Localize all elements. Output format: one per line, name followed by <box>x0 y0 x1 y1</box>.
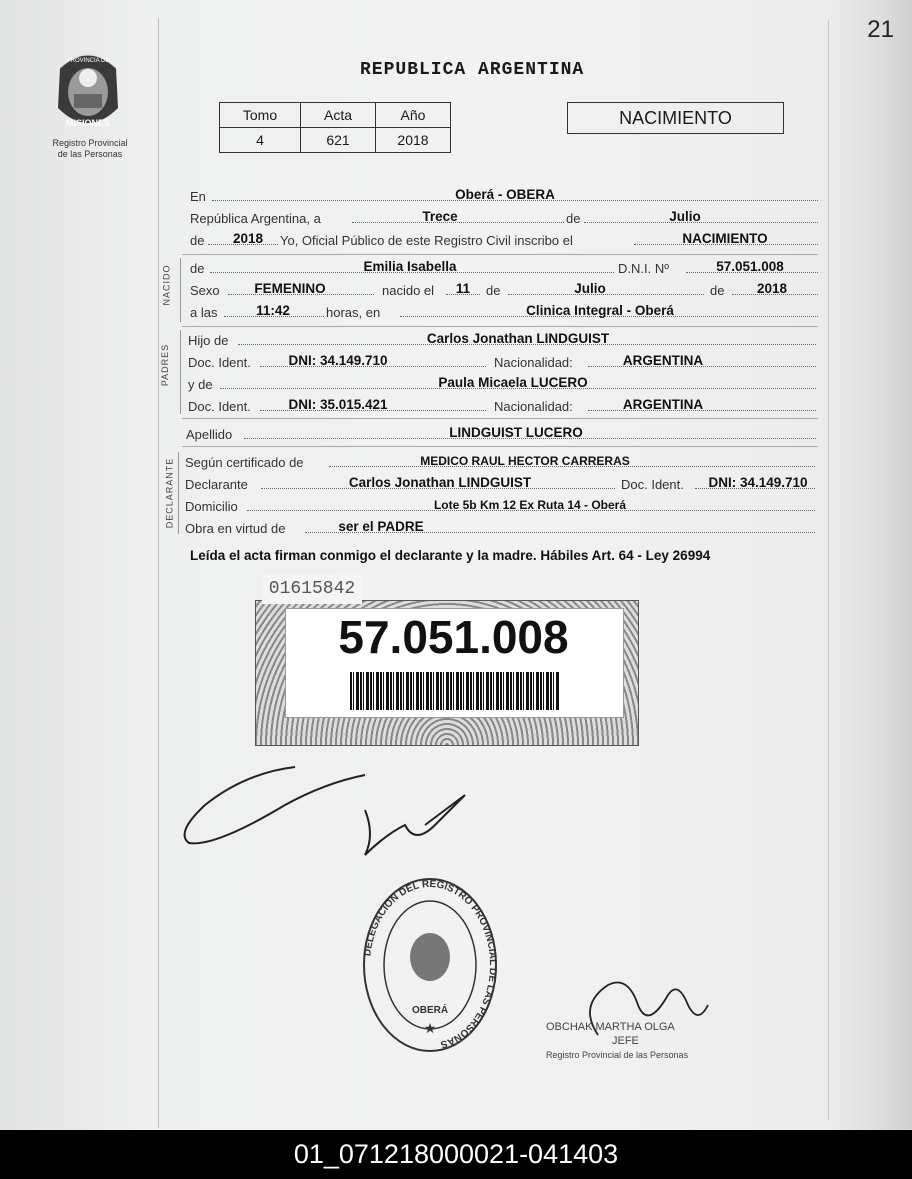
apellido-label: Apellido <box>186 427 233 442</box>
child-name-value: Emilia Isabella <box>363 259 457 274</box>
birth-place-value: Clinica Integral - Oberá <box>526 303 674 318</box>
record-word-value: NACIMIENTO <box>682 231 768 246</box>
section-separator <box>182 418 818 419</box>
day-value: Trece <box>422 209 458 224</box>
sexo-label: Sexo <box>190 283 220 298</box>
header-ano: Año <box>376 103 451 128</box>
official-seal-stamp <box>360 875 500 1055</box>
hijo-label: Hijo de <box>188 333 229 348</box>
birth-month-value: Julio <box>574 281 606 296</box>
doc-ident-label: Doc. Ident. <box>621 477 684 492</box>
line-sexo <box>190 280 820 298</box>
domicilio-value: Lote 5b Km 12 Ex Ruta 14 - Oberá <box>433 498 627 512</box>
value-tomo: 4 <box>220 128 301 153</box>
obra-label: Obra en virtud de <box>185 521 286 536</box>
de-label: de <box>486 283 501 298</box>
a-las-label: a las <box>190 305 218 320</box>
line-mother-doc <box>188 396 818 414</box>
declarant-signature <box>175 755 475 865</box>
oficial-text: Yo, Oficial Público de este Registro Civil inscribo el <box>280 233 573 248</box>
dni-big-number: 57.051.008 <box>338 611 569 663</box>
line-oficial <box>190 230 820 248</box>
document-title: REPUBLICA ARGENTINA <box>360 60 585 80</box>
section-label-padres: PADRES <box>160 343 171 387</box>
footer-code: 01_071218000021-041403 <box>0 1130 912 1179</box>
section-bar <box>178 452 179 534</box>
official-role: JEFE <box>612 1035 639 1047</box>
section-label-declarante: DECLARANTE <box>164 457 175 529</box>
line-declarante <box>185 474 817 492</box>
domicilio-label: Domicilio <box>185 499 238 514</box>
y-de-label: y de <box>188 377 213 392</box>
line-domicilio <box>185 496 817 514</box>
section-separator <box>182 446 818 447</box>
obra-value: ser el PADRE <box>338 519 424 534</box>
mother-nat-value: ARGENTINA <box>622 397 704 412</box>
line-cert <box>185 452 817 470</box>
father-doc-value: DNI: 34.149.710 <box>288 353 388 368</box>
seal-ring-text: DELEGACION DEL REGISTRO PROVINCIAL DE LAS PERSONAS <box>362 878 499 1050</box>
doc-ident-label: Doc. Ident. <box>188 355 251 370</box>
cert-label: Según certificado de <box>185 455 304 470</box>
declarante-doc-value: DNI: 34.149.710 <box>708 475 808 490</box>
declarante-label: Declarante <box>185 477 248 492</box>
closing-statement: Leída el acta firman conmigo el declarante y la madre. Hábiles Art. 64 - Ley 26994 <box>190 548 711 563</box>
seal-star-icon: ★ <box>423 1020 437 1036</box>
nacido-el-label: nacido el <box>382 283 435 298</box>
de-label: de <box>190 261 205 276</box>
cert-value: MEDICO RAUL HECTOR CARRERAS <box>420 454 630 468</box>
official-office: Registro Provincial de las Personas <box>546 1050 689 1060</box>
declarante-value: Carlos Jonathan LINDGUIST <box>348 475 532 490</box>
line-mother <box>188 374 818 392</box>
dni-label: D.N.I. Nº <box>618 261 669 276</box>
mother-doc-value: DNI: 35.015.421 <box>288 397 388 412</box>
birth-year-value: 2018 <box>756 281 788 296</box>
apellido-value: LINDGUIST LUCERO <box>449 425 583 440</box>
place-value: Oberá - OBERA <box>455 187 555 202</box>
value-acta: 621 <box>301 128 376 153</box>
line-father <box>188 330 818 348</box>
mother-name-value: Paula Micaela LUCERO <box>438 375 588 390</box>
registry-table <box>219 102 451 153</box>
line-name <box>190 258 820 276</box>
time-value: 11:42 <box>256 303 290 318</box>
republica-label: República Argentina, a <box>190 211 321 226</box>
sexo-value: FEMENINO <box>254 281 326 296</box>
line-apellido <box>186 424 818 442</box>
child-dni-value: 57.051.008 <box>716 259 784 274</box>
official-name: OBCHAK MARTHA OLGA <box>546 1021 675 1033</box>
section-separator <box>182 326 818 327</box>
line-place <box>190 186 820 204</box>
line-time <box>190 302 820 320</box>
barcode <box>350 672 560 710</box>
section-separator <box>182 254 818 255</box>
coat-of-arms-logo <box>52 48 124 134</box>
record-type-box: NACIMIENTO <box>567 102 784 134</box>
nacionalidad-label: Nacionalidad: <box>494 399 573 414</box>
logo-top-text: PROVINCIA DE <box>66 58 110 64</box>
section-bar <box>180 330 181 414</box>
month-value: Julio <box>669 209 701 224</box>
logo-bottom-text: MISIONES <box>65 118 111 128</box>
father-nat-value: ARGENTINA <box>622 353 704 368</box>
en-label: En <box>190 189 206 204</box>
logo-caption-line1: Registro Provincial <box>52 138 128 148</box>
section-label-nacido: NACIDO <box>161 264 172 306</box>
table-row <box>220 128 451 153</box>
de-label: de <box>190 233 205 248</box>
seal-city: OBERÁ <box>411 1005 449 1016</box>
father-name-value: Carlos Jonathan LINDGUIST <box>426 331 610 346</box>
section-bar <box>180 258 181 322</box>
page-number: 21 <box>867 16 894 43</box>
line-date <box>190 208 820 226</box>
page-edge-line <box>828 20 829 1120</box>
birth-day-value: 11 <box>455 281 471 296</box>
line-father-doc <box>188 352 818 370</box>
value-ano: 2018 <box>376 128 451 153</box>
logo-caption-line2: de las Personas <box>57 149 123 159</box>
official-block <box>546 1020 688 1062</box>
line-obra <box>185 518 817 536</box>
header-tomo: Tomo <box>220 103 301 128</box>
table-row <box>220 103 451 128</box>
horas-label: horas, en <box>326 305 381 320</box>
serial-number: 01615842 <box>262 574 362 604</box>
header-acta: Acta <box>301 103 376 128</box>
logo-caption <box>40 138 140 160</box>
de-label: de <box>566 211 581 226</box>
nacionalidad-label: Nacionalidad: <box>494 355 573 370</box>
de-label: de <box>710 283 725 298</box>
doc-ident-label: Doc. Ident. <box>188 399 251 414</box>
year-value: 2018 <box>232 231 264 246</box>
page-margin-line <box>158 18 159 1128</box>
